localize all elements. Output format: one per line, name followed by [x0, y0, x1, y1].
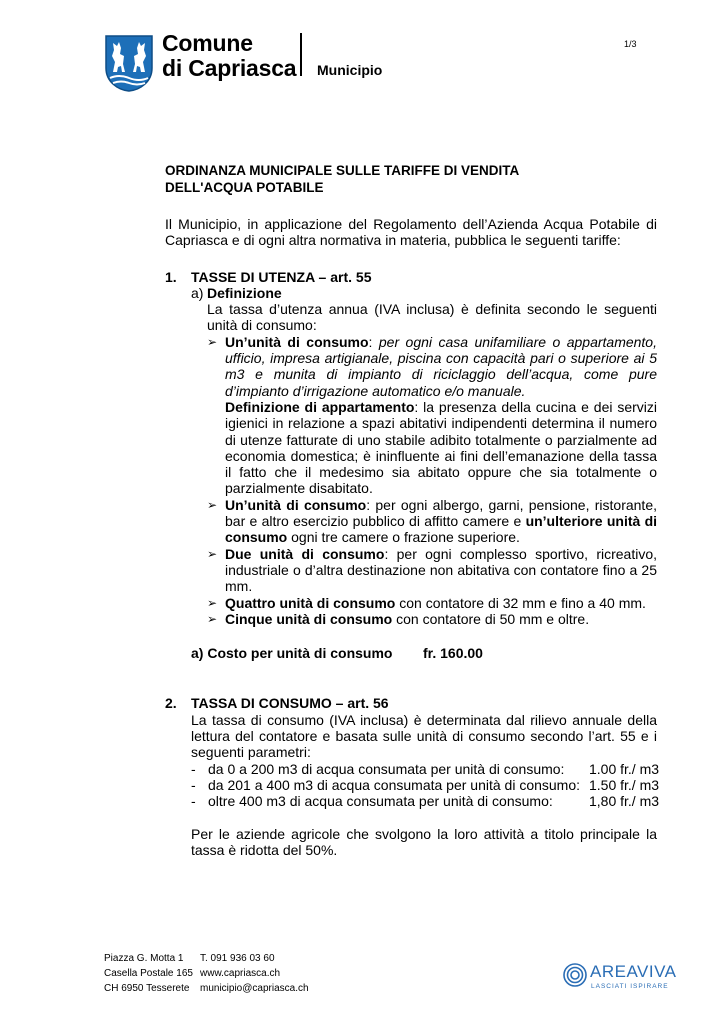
subsection-a-text: La tassa d’utenza annua (IVA inclusa) è definita secondo le seguenti unità di consumo: — [207, 301, 657, 334]
footer-address — [104, 951, 200, 996]
list-item — [191, 793, 660, 810]
param-value: 1,80 fr./ m3 — [589, 793, 660, 810]
subsection-a-heading — [191, 285, 657, 301]
section-2-number: 2. — [165, 695, 177, 712]
subsection-a — [165, 285, 657, 334]
section-2-heading — [165, 695, 657, 711]
header-divider — [300, 33, 302, 76]
arrow-bullet-icon: ➢ — [207, 611, 218, 626]
areaviva-swirl-icon — [562, 962, 588, 988]
dash-bullet: - — [191, 776, 196, 793]
param-value: 1.00 fr./ m3 — [589, 760, 660, 777]
bullet-5-bold: Cinque unità di consumo — [225, 610, 393, 627]
email-link[interactable]: municipio@capriasca.ch — [200, 983, 309, 994]
section-1-heading — [165, 269, 657, 285]
section-2-text: La tassa di consumo (IVA inclusa) è determinata dal rilievo annuale della lettura del contatore e basata sulle unità di consumo secondo l’art. 55 e i seguenti parametri: — [191, 711, 657, 761]
address-line-2: Casella Postale 165 — [104, 968, 193, 979]
bullet-2-text: per ogni albergo, garni, pensione, ristorante, bar e altro esercizio pubblico di affitto camere e — [225, 496, 657, 530]
list-item: ➢ Un’unità di consumo: per ogni albergo, garni, pensione, ristorante, bar e altro esercizio pubblico di affitto camere e un’ulteriore unità di consumo ogni tre camere o frazione superiore. — [207, 496, 658, 546]
bullet-1-text: per ogni casa unifamiliare o appartamento, ufficio, impresa artigianale, piscina con capacità pari o superiore ai 5 m3 e munita di impianto di riciclaggio dell’acqua, come pure d’impianto d’irrigazione automatico e/o manuale. — [225, 333, 657, 399]
list-item: ➢ Due unità di consumo: per ogni complesso sportivo, ricreativo, industriale o d’altra destinazione non abitativa con contatore fino a 25 mm. — [207, 545, 657, 595]
dash-bullet: - — [191, 793, 196, 810]
bullet-2-bold-2: un’ulteriore unità di consumo — [225, 513, 658, 546]
brand-line-1: Comune — [162, 30, 253, 56]
partner-logo-name: AREAVIVA — [590, 962, 677, 981]
param-text: oltre 400 m3 di acqua consumata per unità di consumo: — [208, 793, 553, 810]
subsection-a-letter: a) — [191, 284, 204, 301]
bullet-3-text: per ogni complesso sportivo, ricreativo, industriale o d’altra destinazione non abitativa con contatore fino a 25 mm. — [225, 545, 657, 595]
municipal-crest-logo — [104, 34, 154, 92]
arrow-bullet-icon: ➢ — [207, 334, 218, 349]
cost-per-unit — [165, 645, 657, 661]
apartment-definition-label: Definizione di appartamento — [225, 398, 415, 415]
phone-number: T. 091 936 03 60 — [200, 953, 275, 964]
bullet-3-bold: Due unità di consumo — [225, 545, 385, 562]
apartment-definition: Definizione di appartamento: la presenza della cucina e dei servizi igienici in relazione a spazi abitativi indipendenti determina il numero di utenze fatturate di uno stabile adibito totalmente o parzialmente ad economia domestica; è ininfluente ai fini dell’emanazione della tassa il fatto che il medesimo sia abitato oppure che sia totalmente o parzialmente disabitato. — [225, 398, 657, 497]
dash-bullet: - — [191, 760, 196, 777]
cost-value: fr. 160.00 — [423, 645, 483, 662]
param-text: da 201 a 400 m3 di acqua consumata per unità di consumo: — [208, 776, 581, 793]
consumption-parameters-list — [165, 760, 660, 810]
section-2-title: TASSA DI CONSUMO – art. 56 — [191, 695, 389, 712]
arrow-bullet-icon: ➢ — [207, 546, 218, 561]
bullet-4-bold: Quattro unità di consumo — [225, 594, 396, 611]
bullet-2-text-2: ogni tre camere o frazione superiore. — [291, 529, 520, 546]
arrow-bullet-icon: ➢ — [207, 595, 218, 610]
footer-contact-info — [200, 951, 340, 996]
cost-label: a) Costo per unità di consumo — [191, 645, 393, 662]
subsection-a-title: Definizione — [207, 284, 282, 301]
address-line-1: Piazza G. Motta 1 — [104, 953, 184, 964]
param-value: 1.50 fr./ m3 — [589, 776, 660, 793]
municipality-brand — [162, 31, 296, 81]
title-line-1: ORDINANZA MUNICIPALE SULLE TARIFFE DI VENDITA — [165, 163, 520, 178]
list-item — [191, 776, 660, 793]
intro-paragraph: Il Municipio, in applicazione del Regolamento dell’Azienda Acqua Potabile di Capriasca e di ogni altra normativa in materia, pubblica le seguenti tariffe: — [165, 216, 657, 249]
bullet-5-text: con contatore di 50 mm e oltre. — [396, 610, 590, 627]
section-1-title: TASSE DI UTENZA – art. 55 — [191, 268, 372, 285]
list-item — [207, 595, 657, 611]
page-number: 1/3 — [624, 39, 637, 49]
document-title — [165, 163, 657, 196]
bullet-1-bold: Un’unità di consumo — [225, 333, 369, 350]
param-text: da 0 a 200 m3 di acqua consumata per unità di consumo: — [208, 760, 565, 777]
list-item — [207, 611, 657, 627]
address-line-3: CH 6950 Tesserete — [104, 983, 190, 994]
title-line-2: DELL'ACQUA POTABILE — [165, 179, 324, 195]
document-body — [165, 163, 660, 858]
partner-logo-tagline: LASCIATI ISPIRARE — [591, 983, 669, 990]
section-2 — [165, 695, 660, 858]
bullet-2-bold: Un’unità di consumo — [225, 496, 367, 513]
website-link[interactable]: www.capriasca.ch — [200, 968, 281, 979]
list-item: ➢ Un’unità di consumo: per ogni casa unifamiliare o appartamento, ufficio, impresa artigianale, piscina con capacità pari o superiore ai 5 m3 e munita di impianto di riciclaggio dell’acqua, come pure d’impianto d’irrigazione automatico e/o manuale. Definizione di appartamento: la presenza della cucina e dei servizi igienici in relazione a spazi abitativi indipendenti determina il numero di utenze fatturate di uno stabile adibito totalmente o parzialmente ad economia domestica; è ininfluente ai fini dell’emanazione della tassa il fatto che il medesimo sia abitato oppure che sia totalmente o parzialmente disabitato. — [207, 333, 657, 497]
brand-line-2: di Capriasca — [162, 55, 297, 81]
apartment-definition-text: la presenza della cucina e dei servizi igienici in relazione a spazi abitativi indipendenti determina il numero di utenze fatturate di uno stabile adibito totalmente o parzialmente ad economia domestica; è ininfluente ai fini dell’emanazione della tassa il fatto che il medesimo sia abitato oppure che sia totalmente o parzialmente disabitato. — [225, 398, 657, 497]
agriculture-note: Per le aziende agricole che svolgono la loro attività a titolo principale la tassa è ridotta del 50%. — [191, 825, 657, 858]
list-item — [191, 760, 660, 777]
consumption-units-list — [207, 334, 657, 627]
section-1 — [165, 269, 657, 662]
department-label: Municipio — [317, 62, 383, 78]
arrow-bullet-icon: ➢ — [207, 497, 218, 512]
bullet-4-text: con contatore di 32 mm e fino a 40 mm. — [399, 594, 646, 611]
section-1-number: 1. — [165, 268, 177, 285]
